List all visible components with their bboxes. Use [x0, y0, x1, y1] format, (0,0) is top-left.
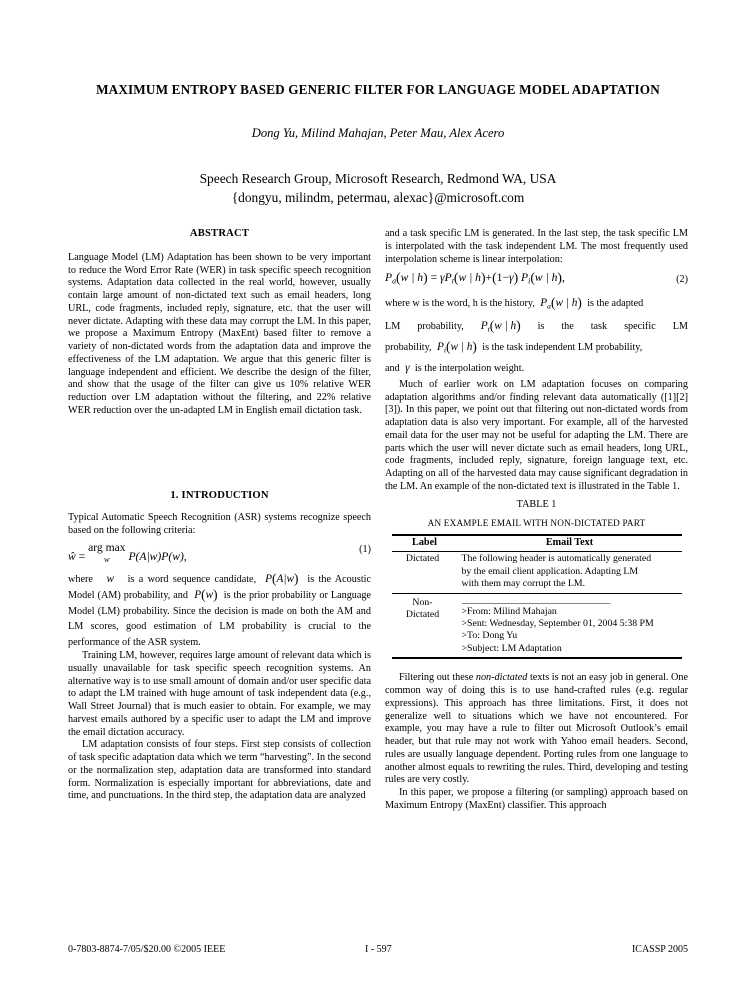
dictated-line-3: with them may corrupt the LM.	[461, 578, 586, 590]
intro-paragraph-3: Training LM, however, requires large amount of relevant data which is usually unavailable for task specific speech recognition systems. An alternative way is to use small amount of domain and/or user specific data to adapt the LM trained with huge amount of task independent data (e.g., Wall Street Journal) that is much easier to obtain. For example, we may harvest emails authored by a specific user to adapt the LM and improve the email dictation accuracy.	[68, 650, 371, 738]
intro-paragraph-1: Typical Automatic Speech Recognition (ASR) systems recognize speech based on the following criteria:	[68, 512, 371, 536]
right-p2-task: task	[590, 320, 608, 332]
right-p2-the: the	[561, 320, 574, 332]
affiliation: Speech Research Group, Microsoft Research, Redmond WA, USA	[199, 171, 557, 186]
abstract-heading: ABSTRACT	[189, 228, 250, 239]
dictated-line-2: by the email client application. Adapting LM	[461, 565, 639, 577]
table-header-row	[392, 536, 682, 552]
right-p4-emphasis: non-dictated	[475, 672, 528, 684]
equation-1-number: (1)	[359, 543, 371, 555]
nondictated-line-4: >Subject: LM Adaptation	[461, 642, 562, 654]
intro-paragraph-2	[68, 571, 371, 651]
intro-p2-c: is the	[307, 573, 332, 585]
table-header-label: Label	[392, 536, 458, 552]
equation-1-argmax-label: arg max	[88, 540, 126, 554]
right-p2-lm2: LM	[672, 320, 688, 332]
formula-pi-wh: $P_i(w$ | h)	[434, 338, 477, 355]
right-paragraph-2-line3	[385, 338, 688, 357]
right-paragraph-4	[385, 672, 688, 787]
table-row-content-nondictated	[458, 593, 682, 658]
right-paragraph-2-line1	[385, 295, 688, 314]
equation-1-lhs: ŵ	[68, 549, 76, 563]
section-spacer	[68, 418, 371, 490]
equation-2	[385, 272, 688, 288]
footer-conference: ICASSP 2005	[631, 944, 688, 955]
right-p2-rest3: is the task independent LM probability,	[482, 341, 643, 353]
equation-1-argmax	[88, 542, 125, 563]
equation-2-body: $P_a(w$ | $h) = \gamma P_t(w$ | h)+(1−γ) $P_i(w$ | h),	[385, 270, 565, 286]
intro-formula-pw: P(w)	[190, 587, 218, 603]
nondictated-line-3: >To: Dong Yu	[461, 630, 518, 642]
right-paragraph-3: Much of earlier work on LM adaptation focuses on comparing adaptation algorithms and/or finding relevant data automatically ([1][2][3]). In this paper, we point out that filtering out non-dictated words from adaptation data is also very important. For example, all of the harvested email data for the user may not be useful for adapting the LM. There are parts which the user will never dictate such as email headers, long URL, code fragments, included reply, signature, foreign language text, etc. Adapting on all of the harvested data may cause significant degradation in the LM. An example of the non-dictated text is illustrated in the Table 1.	[385, 378, 688, 492]
formula-pt-wh: $P_t(w$ | h)	[480, 317, 521, 334]
intro-p2-d: Acoustic Model (AM) probability, and	[68, 573, 372, 602]
table-bottom-rule	[392, 658, 682, 659]
intro-var-w: w	[97, 572, 124, 585]
right-p2-rest4: is the interpolation weight.	[414, 363, 525, 375]
contact-email: {dongyu, milindm, petermau, alexac}@microsoft.com	[231, 190, 525, 205]
intro-p2-a: where	[68, 573, 93, 585]
equation-1-argmax-subscript: w	[104, 554, 110, 564]
intro-formula-paw: P(A|w)	[260, 570, 299, 586]
left-column	[68, 228, 371, 803]
footer-page-number: I - 597	[365, 944, 392, 955]
right-paragraph-2-line2	[385, 317, 688, 336]
right-column	[385, 228, 688, 813]
right-p4-pre: Filtering out these	[399, 672, 474, 684]
right-p2-specific: specific	[624, 320, 656, 332]
table-row	[392, 552, 682, 593]
nondictated-line-1: >From: Milind Mahajan	[461, 605, 557, 617]
right-p2-and: and	[385, 363, 400, 375]
footer-copyright: 0-7803-8874-7/05/$20.00 ©2005 IEEE	[68, 944, 226, 955]
equation-1-terms: P(A|w)P(w),	[128, 549, 187, 563]
table-caption-number: TABLE 1	[516, 498, 557, 510]
right-paragraph-1: and a task specific LM is generated. In the last step, the task specific LM is interpolated with the task independent LM. The most frequently used interpolation scheme is linear interpolation:	[385, 228, 688, 265]
table-row-label-nondictated	[392, 593, 458, 658]
equation-1-body	[68, 540, 187, 564]
nondictated-separator: _________________________________	[461, 594, 610, 606]
email-example-table	[392, 534, 682, 659]
page-title: MAXIMUM ENTROPY BASED GENERIC FILTER FOR LANGUAGE MODEL ADAPTATION	[96, 82, 660, 97]
intro-p2-e: is the prior	[223, 590, 269, 602]
right-p2-is: is	[537, 320, 545, 332]
formula-pa-wh: $P_a(w$ | h)	[537, 295, 582, 311]
table-row-label-dictated: Dictated	[405, 553, 440, 565]
formula-gamma: γ	[402, 362, 413, 375]
dictated-line-1: The following header is automatically generated	[461, 553, 652, 565]
right-p2-prob3: probability,	[385, 341, 432, 353]
paper-header	[68, 80, 688, 207]
right-p2-a: where w is the word, h is the history,	[385, 298, 535, 310]
nondictated-label-line-1: Non-	[412, 596, 433, 608]
table-row-content-dictated	[458, 552, 682, 593]
intro-p2-f: probability or Language Model (LM) probability. Since the decision is made on both the AM and LM scores, good estimation of LM probability is crucial to the performance of the ASR system.	[68, 590, 372, 648]
author-list: Dong Yu, Milind Mahajan, Peter Mau, Alex Acero	[251, 126, 505, 140]
table-row	[392, 593, 682, 658]
introduction-heading: 1. INTRODUCTION	[170, 489, 269, 501]
intro-p2-b: is a word sequence candidate,	[127, 573, 257, 585]
equation-1-equals: =	[78, 549, 86, 563]
table-caption-title: AN EXAMPLE EMAIL WITH NON-DICTATED PART	[427, 518, 646, 529]
right-paragraph-5: In this paper, we propose a filtering (or sampling) approach based on Maximum Entropy (MaxEnt) classifier. This approach	[385, 787, 688, 811]
nondictated-line-2: >Sent: Wednesday, September 01, 2004 5:38 PM	[461, 618, 654, 630]
equation-2-number: (2)	[676, 274, 688, 286]
abstract-body: Language Model (LM) Adaptation has been shown to be very important to reduce the Word Error Rate (WER) in task specific speech recognition systems. Adaptation data collected in the real world, however, usually contain large amount of non-dictated text such as email headers, long URL, code fragments, included reply, signature, etc. that the user will never dictate. Adapting with these data may corrupt the LM. In this paper, we propose a Maximum Entropy (MaxEnt) based filter to remove a variety of non-dictated words from the adaptation data and improve the effectiveness of the LM adaptation. We argue that this generic filter is language independent and efficient. We describe the design of the filter, and show that the usage of the filter can give us 10% relative WER reduction over LM adaptation without the filtering, and 22% relative WER reduction over the un-adapted LM in English email dictation task.	[68, 251, 371, 416]
right-p2-b: is the adapted	[587, 298, 644, 310]
nondictated-label-line-2: Dictated	[405, 609, 440, 621]
right-paragraph-2-line4	[385, 362, 688, 376]
right-p4-post: texts is not an easy job in general. One common way of doing this is to use hand-crafted rules (e.g. regular expressions). This approach has three limitations. First, it does not generalize well to situations which we have not encountered. For example, you may have a rule to filter out Microsoft Outlook’s email header, but that rule may not work with Yahoo email headers. Second, rules are usually language dependent. Porting rules from one language to another almost equals to rewriting the rules. Third, developing and testing rules are very costly.	[385, 672, 688, 786]
intro-paragraph-4: LM adaptation consists of four steps. First step consists of collection of task specific adaptation data which we term “harvesting”. In the second or the normalization step, adaptation data are transformed into standard form. Normalization is especially important for abbreviations, date and time, and punctuations. In the third step, the adaptation data are analyzed	[68, 739, 371, 802]
table-header-email-text: Email Text	[458, 536, 682, 552]
right-p2-prob: probability,	[417, 320, 464, 332]
equation-1	[68, 542, 371, 565]
right-p2-lm: LM	[385, 320, 401, 332]
